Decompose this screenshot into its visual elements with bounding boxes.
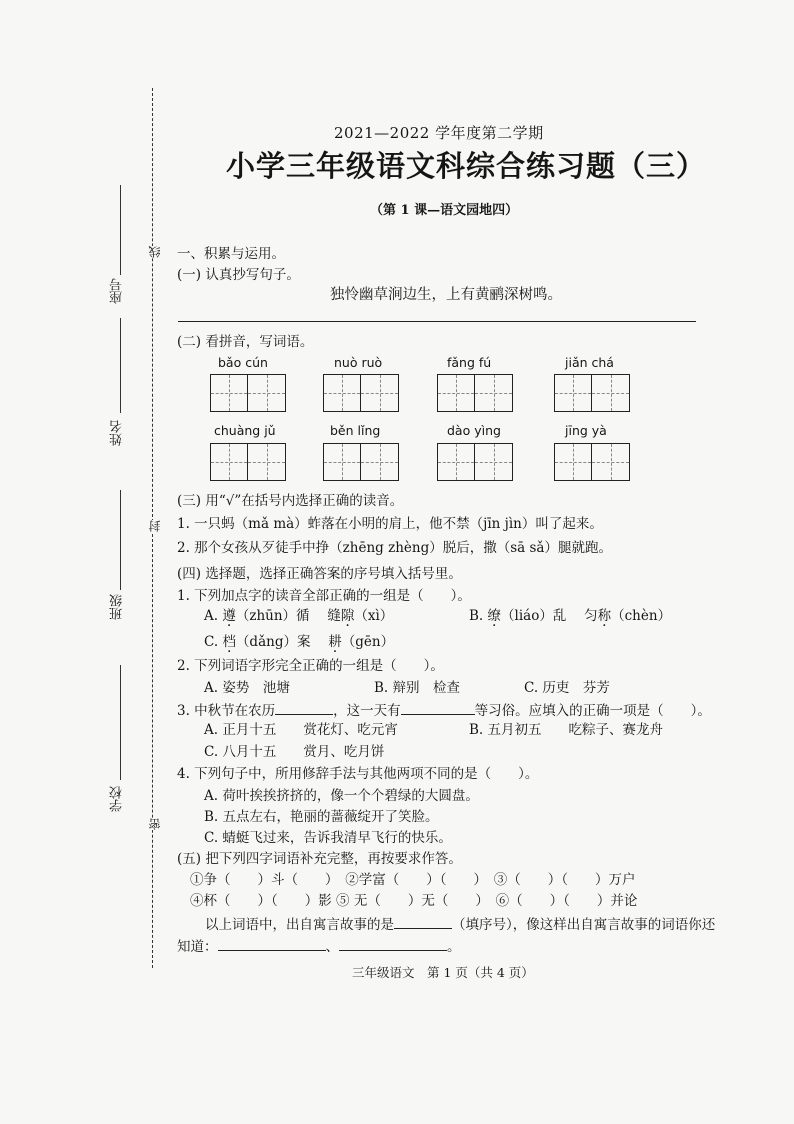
part4-q2-option-b[interactable]: B. 辩别 检查 <box>374 680 461 696</box>
part5-heading: (五) 把下列四字词语补充完整，再按要求作答。 <box>177 851 462 867</box>
option-text: （xì） <box>354 608 394 624</box>
option-prefix: A. <box>204 608 223 624</box>
class-label: 班级 <box>110 594 125 620</box>
option-text: （dǎng）案 <box>235 634 329 650</box>
tianzige-fang-fu[interactable] <box>437 374 513 412</box>
tianzige-cell[interactable] <box>323 374 361 412</box>
pinyin-jian-cha: jiǎn chá <box>565 355 614 370</box>
option-text: （gēn） <box>341 634 395 650</box>
part4-q1-option-c[interactable] <box>204 633 394 651</box>
name-line[interactable] <box>120 318 121 413</box>
tianzige-dao-ying[interactable] <box>437 443 513 481</box>
q3-stem-part: ，这一天有 <box>333 703 401 719</box>
fable-number-blank[interactable] <box>394 914 452 929</box>
tianzige-cell[interactable] <box>361 374 399 412</box>
q3-blank-customs[interactable] <box>401 700 475 715</box>
tianzige-cell[interactable] <box>210 374 248 412</box>
lesson-range: （第 1 课—语文园地四） <box>370 203 519 218</box>
dotted-char: 缭 <box>487 608 502 624</box>
dotted-char: 隙 <box>340 608 355 624</box>
part5-idioms-line-2[interactable]: ④杯（ ）（ ）影 ⑤ 无（ ）无（ ） ⑥（ ）（ ）并论 <box>190 893 638 909</box>
q3-blank-date[interactable] <box>275 700 333 715</box>
tianzige-cell[interactable] <box>248 443 286 481</box>
pinyin-ben-ling: běn lǐng <box>330 423 381 438</box>
tianzige-jing-ya[interactable] <box>554 443 630 481</box>
pinyin-fang-fu: fǎng fú <box>447 355 492 370</box>
tianzige-cell[interactable] <box>437 374 475 412</box>
fable-idiom-blank-2[interactable] <box>339 936 447 951</box>
copy-sentence: 独怜幽草涧边生，上有黄鹂深树鸣。 <box>330 287 562 303</box>
part3-question-2: 2. 那个女孩从歹徒手中挣（zhēng zhèng）脱后，撒（sā sǎ）腿就跑。 <box>177 540 612 556</box>
tianzige-chuang-ju[interactable] <box>210 443 286 481</box>
tianzige-jian-cha[interactable] <box>554 374 630 412</box>
part4-q3-stem <box>177 700 711 720</box>
cut-word-mi: 密 <box>148 818 162 830</box>
part4-q4-option-c[interactable]: C. 蜻蜓飞过来，告诉我清早飞行的快乐。 <box>204 830 452 846</box>
part4-heading: (四) 选择题，选择正确答案的序号填入括号里。 <box>177 566 462 582</box>
pinyin-nuo-ruo: nuò ruò <box>334 355 383 370</box>
part4-q3-option-c[interactable]: C. 八月十五 赏月、吃月饼 <box>204 744 385 760</box>
seat-line[interactable] <box>120 185 121 275</box>
part4-q2-option-a[interactable]: A. 姿势 池塘 <box>204 680 290 696</box>
tianzige-cell[interactable] <box>592 443 630 481</box>
copy-answer-line[interactable] <box>178 321 696 322</box>
part4-q4-stem: 4. 下列句子中，所用修辞手法与其他两项不同的是（ ）。 <box>177 766 539 782</box>
part4-q4-option-a[interactable]: A. 荷叶挨挨挤挤的，像一个个碧绿的大圆盘。 <box>204 788 479 804</box>
part5-idioms-line-1[interactable]: ①争（ ）斗（ ） ②学富（ ）（ ） ③（ ）（ ）万户 <box>190 872 636 888</box>
option-prefix: B. <box>469 608 488 624</box>
school-line[interactable] <box>120 665 121 780</box>
option-text: （zhūn）循 缝 <box>235 608 341 624</box>
dotted-char: 档 <box>222 634 236 650</box>
tianzige-cell[interactable] <box>475 443 513 481</box>
prompt-text: （填序号），像这样出自寓言故事的词语你还 <box>452 917 716 933</box>
school-label: 学校 <box>110 786 125 812</box>
tianzige-nuo-ruo[interactable] <box>323 374 399 412</box>
tianzige-cell[interactable] <box>475 374 513 412</box>
part4-q1-option-a[interactable] <box>204 607 393 625</box>
part4-q3-option-b[interactable]: B. 五月初五 吃粽子、赛龙舟 <box>469 722 664 738</box>
dotted-char: 称 <box>597 608 612 624</box>
option-prefix: C. <box>204 634 223 650</box>
option-text: （chèn） <box>611 608 672 624</box>
tianzige-bao-cun[interactable] <box>210 374 286 412</box>
option-text: （liáo）乱 匀 <box>501 608 598 624</box>
tianzige-cell[interactable] <box>554 443 592 481</box>
q3-stem-part: 等习俗。应填入的正确一项是（ ）。 <box>474 703 711 719</box>
part2-heading: (二) 看拼音，写词语。 <box>177 334 314 350</box>
cut-word-feng: 封 <box>148 520 162 532</box>
q3-stem-part: 3. 中秋节在农历 <box>177 703 276 719</box>
fable-idiom-blank-1[interactable] <box>218 936 326 951</box>
pinyin-jing-ya: jīng yà <box>565 423 607 438</box>
prompt-text: 知道： <box>177 939 218 955</box>
name-label: 姓名 <box>110 420 125 446</box>
tianzige-cell[interactable] <box>210 443 248 481</box>
part3-question-1: 1. 一只蚂（mǎ mà）蚱落在小明的肩上，他不禁（jīn jìn）叫了起来。 <box>177 516 603 532</box>
pinyin-dao-ying: dào yìng <box>447 423 501 438</box>
part4-q1-stem: 1. 下列加点字的读音全部正确的一组是（ ）。 <box>177 588 471 604</box>
part5-answer-line <box>177 936 461 956</box>
class-line[interactable] <box>120 490 121 590</box>
page-title: 小学三年级语文科综合练习题（三） <box>226 149 707 183</box>
separator: 、 <box>325 939 339 955</box>
pinyin-bao-cun: bǎo cún <box>218 355 268 370</box>
tianzige-ben-ling[interactable] <box>323 443 399 481</box>
page-footer: 三年级语文 第 1 页（共 4 页） <box>352 965 534 980</box>
tianzige-cell[interactable] <box>554 374 592 412</box>
part5-prompt <box>205 914 715 934</box>
tianzige-cell[interactable] <box>248 374 286 412</box>
part4-q2-stem: 2. 下列词语字形完全正确的一组是（ ）。 <box>177 658 444 674</box>
part3-heading: (三) 用“√”在括号内选择正确的读音。 <box>177 493 404 509</box>
part4-q1-option-b[interactable] <box>469 607 671 625</box>
dotted-char: 遵 <box>222 608 236 624</box>
tianzige-cell[interactable] <box>592 374 630 412</box>
part4-q4-option-b[interactable]: B. 五点左右，艳丽的蔷薇绽开了笑脸。 <box>204 809 439 825</box>
end-punct: 。 <box>447 939 461 955</box>
tianzige-cell[interactable] <box>437 443 475 481</box>
tianzige-cell[interactable] <box>361 443 399 481</box>
section1-heading: 一、积累与运用。 <box>177 246 285 262</box>
seat-label: 座号 <box>110 278 125 304</box>
dotted-char: 耕 <box>328 634 342 650</box>
part4-q2-option-c[interactable]: C. 历吏 芬芳 <box>524 680 610 696</box>
part1-heading: (一) 认真抄写句子。 <box>177 267 300 283</box>
tianzige-cell[interactable] <box>323 443 361 481</box>
pinyin-chuang-ju: chuàng jǔ <box>214 423 276 438</box>
part4-q3-option-a[interactable]: A. 正月十五 赏花灯、吃元宵 <box>204 722 398 738</box>
prompt-text: 以上词语中，出自寓言故事的是 <box>205 917 394 933</box>
cut-word-xian: 线 <box>148 246 162 258</box>
term-subtitle: 2021—2022 学年度第二学期 <box>334 124 544 142</box>
